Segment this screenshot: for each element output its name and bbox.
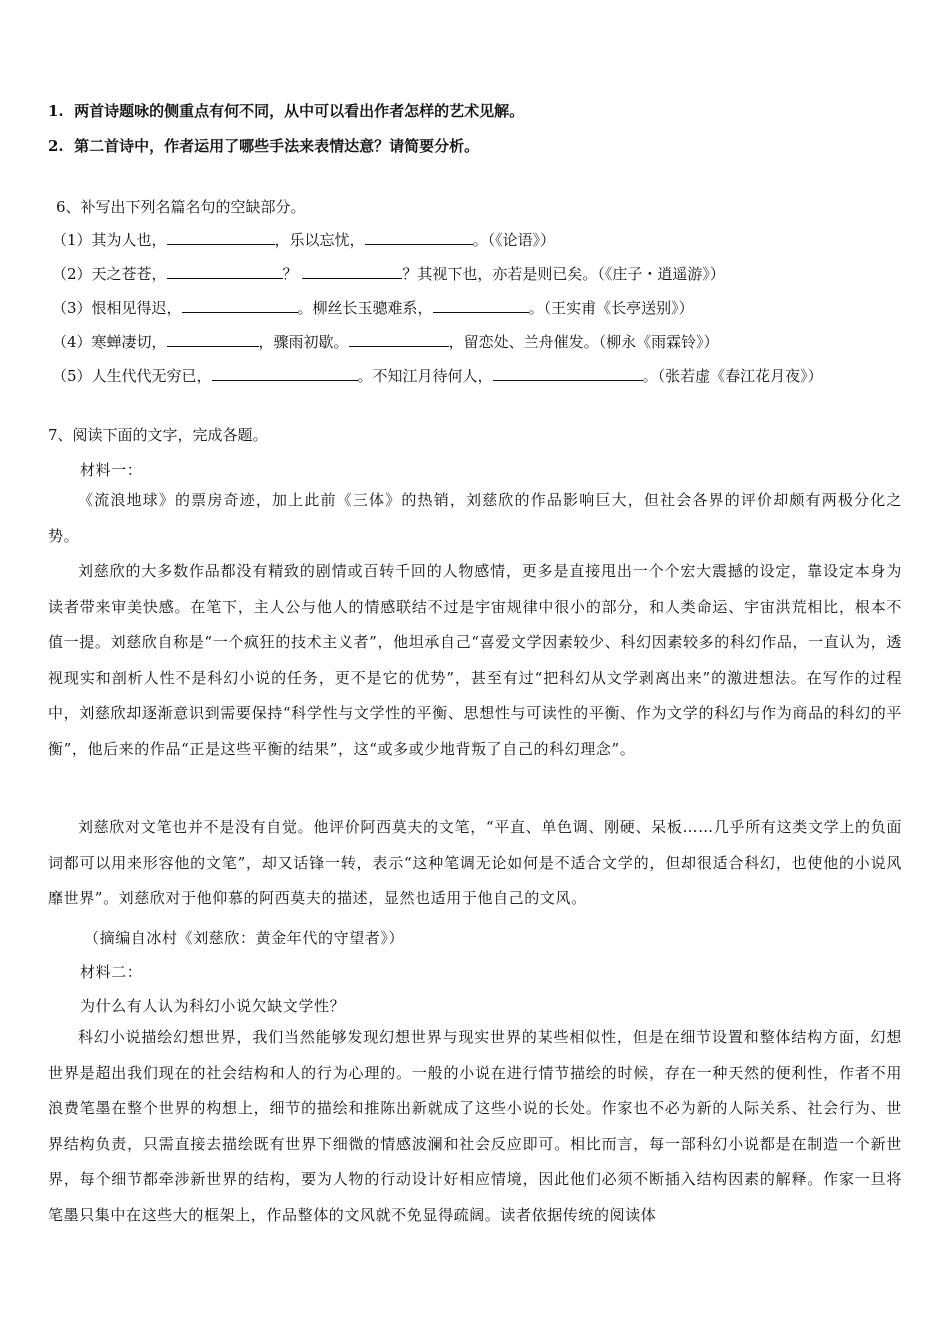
fill-blank[interactable] [349,332,449,347]
fill-blank[interactable] [433,298,529,313]
question-2-text: 第二首诗中，作者运用了哪些手法来表情达意？请简要分析。 [74,137,480,155]
fill-blank[interactable] [302,264,402,279]
fill-blank[interactable] [365,230,473,245]
material-1-paragraph-1: 《流浪地球》的票房奇迹，加上此前《三体》的热销，刘慈欣的作品影响巨大，但社会各界的评价却颇有两极分化之势。 [48,491,902,545]
fill-item-1-part-a: （1）其为人也， [52,231,167,249]
fill-item-5-part-a: （5）人生代代无穷已， [52,367,212,385]
fill-item-2 [52,264,725,284]
material-1-paragraph-3: 刘慈欣对文笔也并不是没有自觉。他评价阿西莫夫的文笔，“平直、单色调、刚硬、呆板……几乎所有这类文学上的负面词都可以用来形容他的文笔”，却又话锋一转，表示“这种笔调无论如何是不适合文学的，但却很适合科幻，也使他的小说风靡世界”。刘慈欣对于他仰慕的阿西莫夫的描述，显然也适用于他自己的文风。 [48,818,902,907]
fill-blank[interactable] [493,366,643,381]
fill-item-5 [52,366,823,386]
fill-item-5-part-b: 。不知江月待何人， [357,367,493,385]
fill-blank[interactable] [167,332,259,347]
fill-item-2-part-b: ？ [282,265,298,283]
question-2-number: 2. [48,137,64,155]
question-1 [48,101,524,121]
question-6-title: 6、补写出下列名篇名句的空缺部分。 [56,198,306,216]
fill-item-3-part-b: 。柳丝长玉骢难系， [297,299,433,317]
material-1-label: 材料一： [80,461,143,479]
question-7-title: 7、阅读下面的文字，完成各题。 [48,426,268,444]
fill-item-1-part-b: ，乐以忘忧， [274,231,365,249]
fill-item-2-part-c: ？其视下也，亦若是则已矣。（《庄子・逍遥游》） [402,265,725,283]
fill-blank[interactable] [182,298,298,313]
material-1-paragraph-2: 刘慈欣的大多数作品都没有精致的剧情或百转千回的人物感情，更多是直接甩出一个个宏大震撼的设定，靠设定本身为读者带来审美快感。在笔下，主人公与他人的情感联结不过是宇宙规律中很小的部分，和人类命运、宇宙洪荒相比，根本不值一提。刘慈欣自称是“一个疯狂的技术主义者”，他坦承自己“喜爱文学因素较少、科幻因素较多的科幻作品，一直认为，透视现实和剖析人性不是科幻小说的任务，更不是它的优势”，甚至有过“把科幻从文学剥离出来”的激进想法。在写作的过程中，刘慈欣却逐渐意识到需要保持“科学性与文学性的平衡、思想性与可读性的平衡、作为文学的科幻与作为商品的科幻的平衡”，他后来的作品“正是这些平衡的结果”，这“或多或少地背叛了自己的科幻理念”。 [48,562,902,758]
fill-blank[interactable] [167,264,283,279]
fill-item-4 [52,332,719,352]
fill-item-3 [52,298,694,318]
fill-item-3-part-c: 。（王实甫《长亭送别》） [528,299,694,317]
fill-item-1-part-c: 。（《论语》） [472,231,556,249]
material-2-label: 材料二： [80,963,143,981]
question-1-text: 两首诗题咏的侧重点有何不同，从中可以看出作者怎样的艺术见解。 [74,102,525,120]
material-2-heading: 为什么有人认为科幻小说欠缺文学性？ [80,997,346,1015]
fill-item-1 [52,230,555,250]
fill-item-4-part-c: ，留恋处、兰舟催发。（柳永《雨霖铃》） [448,333,719,351]
fill-item-4-part-b: ，骤雨初歇。 [258,333,349,351]
material-1-source: （摘编自冰村《刘慈欣：黄金年代的守望者》） [84,929,405,947]
fill-item-2-part-a: （2）天之苍苍， [52,265,167,283]
question-1-number: 1. [48,102,64,120]
fill-blank[interactable] [167,230,275,245]
fill-item-5-part-c: 。（张若虚《春江花月夜》） [642,367,823,385]
fill-blank[interactable] [212,366,358,381]
fill-item-3-part-a: （3）恨相见得迟， [52,299,182,317]
material-2-paragraph-1: 科幻小说描绘幻想世界，我们当然能够发现幻想世界与现实世界的某些相似性，但是在细节设置和整体结构方面，幻想世界是超出我们现在的社会结构和人的行为心理的。一般的小说在进行情节描绘的时候，存在一种天然的便利性，作者不用浪费笔墨在整个世界的构想上，细节的描绘和推陈出新就成了这些小说的长处。作家也不必为新的人际关系、社会行为、世界结构负责，只需直接去描绘既有世界下细微的情感波澜和社会反应即可。相比而言，每一部科幻小说都是在制造一个新世界，每个细节都牵涉新世界的结构，要为人物的行动设计好相应情境，因此他们必须不断插入结构因素的解释。作家一旦将笔墨只集中在这些大的框架上，作品整体的文风就不免显得疏阔。读者依据传统的阅读体 [48,1028,902,1224]
question-2 [48,136,479,156]
fill-item-4-part-a: （4）寒蝉凄切， [52,333,167,351]
